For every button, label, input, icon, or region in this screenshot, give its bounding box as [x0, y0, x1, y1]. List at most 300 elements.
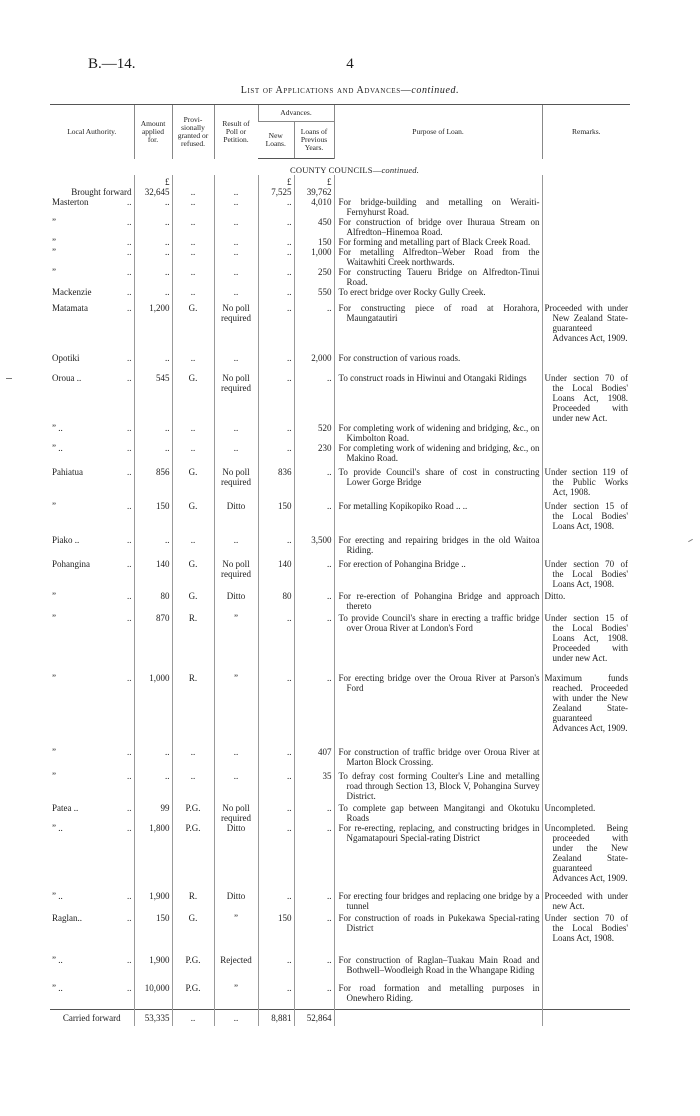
cell-loans-previous: .. [294, 823, 334, 883]
table-row [50, 247, 630, 267]
purpose-text: To provide Council's share in erecting a traffic bridge over Oroua River at London's Ford [338, 613, 540, 633]
cell-remarks [542, 823, 630, 883]
table-row [50, 187, 630, 197]
cell-local-authority [50, 983, 134, 1003]
cell-provisionally: P.G. [172, 983, 214, 1003]
leader-dots: .. [127, 803, 132, 813]
cell-new-loans: .. [258, 771, 294, 801]
cell-result-poll: .. [214, 747, 258, 767]
table-row [50, 983, 630, 1003]
cell-new-loans: 150 [258, 913, 294, 943]
authority-name: Brought forward [71, 187, 132, 197]
cell-loans-previous: 52,864 [294, 1010, 334, 1027]
table-row [50, 823, 630, 883]
leader-dots: .. [127, 747, 132, 757]
purpose-text: For re-erection of Pohangina Bridge and approach thereto [338, 591, 540, 611]
table-row [50, 497, 630, 531]
header-purpose: Purpose of Loan. [334, 105, 542, 159]
cell-local-authority [50, 803, 134, 823]
cell-purpose [334, 303, 542, 343]
applications-table [50, 104, 630, 1026]
purpose-text: For construction of roads in Pukekawa Special-rating District [338, 913, 540, 933]
authority-name: ” [52, 217, 56, 227]
purpose-text: To defray cost forming Coulter's Line and metalling road through Section 13, Block V, Pohangina Survey District. [338, 771, 540, 801]
cell-purpose [334, 955, 542, 975]
cell-remarks [542, 555, 630, 589]
cell-result-poll: .. [214, 771, 258, 801]
cell-amount-applied: 150 [134, 913, 172, 943]
cell-provisionally: .. [172, 747, 214, 767]
authority-name: ” [52, 267, 56, 277]
cell-provisionally: .. [172, 187, 214, 197]
cell-provisionally: .. [172, 531, 214, 555]
cell-remarks [542, 1010, 630, 1027]
authority-name: ” .. [52, 891, 63, 901]
authority-name: Matamata [52, 303, 88, 313]
cell-remarks [542, 187, 630, 197]
cell-remarks [542, 983, 630, 1003]
currency-row [50, 175, 630, 187]
leader-dots: .. [127, 303, 132, 313]
cell-remarks [542, 353, 630, 363]
table-row [50, 555, 630, 589]
row-spacer [50, 663, 630, 673]
authority-name: Piako .. [52, 535, 80, 545]
cell-remarks [542, 913, 630, 943]
remarks-text: Proceeded with under new Act. [544, 891, 629, 911]
cell-amount-applied: 80 [134, 591, 172, 611]
cell-new-loans: 150 [258, 497, 294, 531]
cell-purpose [334, 187, 542, 197]
cell-result-poll: .. [214, 237, 258, 247]
cell-remarks [542, 747, 630, 767]
cell-local-authority [50, 247, 134, 267]
cell-local-authority [50, 497, 134, 531]
purpose-text: For construction of traffic bridge over Oroua River at Marton Block Crossing. [338, 747, 540, 767]
row-spacer [50, 363, 630, 373]
cell-new-loans: .. [258, 353, 294, 363]
cell-purpose [334, 353, 542, 363]
cell-new-loans: .. [258, 217, 294, 237]
cell-local-authority [50, 555, 134, 589]
authority-name: ” [52, 237, 56, 247]
cell-remarks [542, 673, 630, 733]
cell-amount-applied: .. [134, 771, 172, 801]
header-amount-applied: Amount applied for. [134, 105, 172, 159]
authority-name: ” .. [52, 443, 63, 453]
cell-result-poll: No poll required [214, 555, 258, 589]
cell-remarks [542, 531, 630, 555]
cell-remarks [542, 891, 630, 911]
table-row [50, 531, 630, 555]
header-remarks: Remarks. [542, 105, 630, 159]
cell-result-poll: No poll required [214, 373, 258, 423]
cell-amount-applied: .. [134, 267, 172, 287]
page-header [0, 52, 700, 96]
cell-result-poll: Ditto [214, 497, 258, 531]
section-row [50, 159, 630, 176]
leader-dots: .. [127, 217, 132, 227]
row-spacer [50, 733, 630, 747]
currency-symbol: £ [258, 175, 294, 187]
purpose-text: To construct roads in Hiwinui and Otangaki Ridings [338, 373, 527, 383]
header-provisionally: Provi-sionally granted or refused. [172, 105, 214, 159]
remarks-text: Uncompleted. Being proceeded with under the New Zealand State-guaranteed Advances Act, 1909. [544, 823, 629, 883]
cell-new-loans: .. [258, 747, 294, 767]
cell-purpose [334, 823, 542, 883]
purpose-text: For metalling Alfredton–Weber Road from the Waitawhiti Creek northwards. [338, 247, 540, 267]
cell-loans-previous: .. [294, 913, 334, 943]
cell-amount-applied: 1,800 [134, 823, 172, 883]
cell-remarks [542, 303, 630, 343]
cell-loans-previous: .. [294, 673, 334, 733]
cell-provisionally: G. [172, 497, 214, 531]
cell-local-authority [50, 467, 134, 497]
cell-loans-previous: .. [294, 555, 334, 589]
authority-name: ” [52, 591, 56, 601]
cell-result-poll: .. [214, 423, 258, 443]
cell-loans-previous: 550 [294, 287, 334, 297]
authority-name: Pohangina [52, 559, 90, 569]
purpose-text: For constructing Taueru Bridge on Alfredton-Tinui Road. [338, 267, 540, 287]
leader-dots: .. [127, 373, 132, 383]
cell-new-loans: .. [258, 197, 294, 217]
cell-remarks [542, 591, 630, 611]
cell-loans-previous: 407 [294, 747, 334, 767]
leader-dots: .. [127, 423, 132, 433]
cell-provisionally: R. [172, 891, 214, 911]
purpose-text: For erecting and repairing bridges in the old Waitoa Riding. [338, 535, 540, 555]
cell-local-authority [50, 955, 134, 975]
cell-provisionally: G. [172, 373, 214, 423]
purpose-text: For bridge-building and metalling on Weraiti-Fernyhurst Road. [338, 197, 540, 217]
table-row [50, 443, 630, 463]
cell-remarks [542, 373, 630, 423]
header-result-poll: Result of Poll or Petition. [214, 105, 258, 159]
cell-purpose [334, 247, 542, 267]
leader-dots: .. [127, 443, 132, 453]
cell-result-poll: .. [214, 1010, 258, 1027]
remarks-text: Proceeded with under New Zealand State-guaranteed Advances Act, 1909. [544, 303, 629, 343]
cell-loans-previous: 39,762 [294, 187, 334, 197]
cell-new-loans: 140 [258, 555, 294, 589]
cell-remarks [542, 267, 630, 287]
margin-mark [688, 539, 693, 542]
purpose-text: To erect bridge over Rocky Gully Creek. [338, 287, 486, 297]
cell-purpose [334, 803, 542, 823]
purpose-text: For construction of Raglan–Tuakau Main Road and Bothwell–Woodleigh Road in the Whangape Riding [338, 955, 540, 975]
cell-amount-applied: .. [134, 237, 172, 247]
cell-amount-applied: .. [134, 197, 172, 217]
page-title [0, 85, 700, 96]
leader-dots: .. [127, 247, 132, 257]
table-row [50, 267, 630, 287]
cell-remarks [542, 611, 630, 663]
cell-provisionally: .. [172, 197, 214, 217]
cell-loans-previous: .. [294, 373, 334, 423]
cell-result-poll: ” [214, 673, 258, 733]
cell-loans-previous: .. [294, 983, 334, 1003]
cell-local-authority [50, 591, 134, 611]
cell-provisionally: .. [172, 287, 214, 297]
cell-result-poll: ” [214, 913, 258, 943]
authority-name: ” .. [52, 955, 63, 965]
cell-remarks [542, 423, 630, 443]
cell-purpose [334, 673, 542, 733]
currency-symbol: £ [294, 175, 334, 187]
cell-remarks [542, 467, 630, 497]
cell-amount-applied: 10,000 [134, 983, 172, 1003]
purpose-text: For forming and metalling part of Black Creek Road. [338, 237, 531, 247]
cell-amount-applied: 870 [134, 611, 172, 663]
purpose-text: For erection of Pohangina Bridge .. [338, 559, 466, 569]
cell-purpose [334, 891, 542, 911]
cell-local-authority [50, 217, 134, 237]
row-spacer [50, 943, 630, 955]
leader-dots: .. [127, 673, 132, 683]
cell-amount-applied: 32,645 [134, 187, 172, 197]
cell-new-loans: .. [258, 955, 294, 975]
cell-loans-previous: 250 [294, 267, 334, 287]
cell-loans-previous: 230 [294, 443, 334, 463]
cell-result-poll: .. [214, 247, 258, 267]
remarks-text: Under section 70 of the Local Bodies' Loans Act, 1908. Proceeded with under new Act. [544, 373, 629, 423]
table-row [50, 591, 630, 611]
cell-result-poll: .. [214, 531, 258, 555]
cell-new-loans: 7,525 [258, 187, 294, 197]
cell-purpose [334, 267, 542, 287]
cell-new-loans: .. [258, 247, 294, 267]
cell-provisionally: .. [172, 1010, 214, 1027]
table-row [50, 955, 630, 975]
leader-dots: .. [127, 955, 132, 965]
cell-new-loans: .. [258, 891, 294, 911]
cell-new-loans: .. [258, 443, 294, 463]
table-row [50, 353, 630, 363]
cell-purpose [334, 443, 542, 463]
leader-dots: .. [127, 913, 132, 923]
cell-remarks [542, 197, 630, 217]
cell-provisionally: G. [172, 913, 214, 943]
cell-provisionally: G. [172, 555, 214, 589]
table-row [50, 287, 630, 297]
cell-local-authority [50, 823, 134, 883]
cell-purpose [334, 913, 542, 943]
cell-result-poll: No poll required [214, 803, 258, 823]
purpose-text: To complete gap between Mangitangi and Okotuku Roads [338, 803, 540, 823]
title-continued: continued. [411, 85, 460, 96]
cell-local-authority [50, 187, 134, 197]
cell-amount-applied: .. [134, 287, 172, 297]
cell-result-poll: ” [214, 611, 258, 663]
authority-name: ” .. [52, 423, 63, 433]
cell-local-authority [50, 353, 134, 363]
cell-result-poll: Rejected [214, 955, 258, 975]
cell-result-poll: ” [214, 983, 258, 1003]
cell-remarks [542, 443, 630, 463]
cell-new-loans: .. [258, 823, 294, 883]
table-row [50, 467, 630, 497]
cell-remarks [542, 287, 630, 297]
purpose-text: For constructing piece of road at Horahora, Maungatautiri [338, 303, 540, 323]
cell-new-loans: 8,881 [258, 1010, 294, 1027]
cell-provisionally: P.G. [172, 955, 214, 975]
remarks-text: Under section 70 of the Local Bodies' Loans Act, 1908. [544, 913, 629, 943]
cell-result-poll: .. [214, 267, 258, 287]
authority-name: Patea .. [52, 803, 79, 813]
cell-remarks [542, 497, 630, 531]
leader-dots: .. [127, 771, 132, 781]
cell-result-poll: .. [214, 287, 258, 297]
purpose-text: For re-erecting, replacing, and constructing bridges in Ngamatapouri Special-rating District [338, 823, 540, 843]
leader-dots: .. [127, 591, 132, 601]
leader-dots: .. [127, 267, 132, 277]
authority-name: Oroua .. [52, 373, 82, 383]
section-continued: continued. [381, 165, 420, 175]
cell-new-loans: .. [258, 803, 294, 823]
cell-loans-previous: .. [294, 591, 334, 611]
cell-result-poll: No poll required [214, 467, 258, 497]
cell-provisionally: .. [172, 443, 214, 463]
authority-name: Pahiatua [52, 467, 83, 477]
cell-local-authority [50, 891, 134, 911]
remarks-text: Under section 119 of the Public Works Act, 1908. [544, 467, 629, 497]
authority-name: ” .. [52, 823, 63, 833]
cell-result-poll: .. [214, 443, 258, 463]
table-row [50, 373, 630, 423]
remarks-text: Maximum funds reached. Proceeded with under the New Zealand State-guaranteed Advances Act, 1909. [544, 673, 629, 733]
purpose-text: For erecting bridge over the Oroua River at Parson's Ford [338, 673, 540, 693]
cell-purpose [334, 197, 542, 217]
cell-new-loans: .. [258, 373, 294, 423]
remarks-text: Uncompleted. [544, 803, 596, 813]
cell-provisionally: .. [172, 217, 214, 237]
cell-new-loans: 836 [258, 467, 294, 497]
cell-result-poll: .. [214, 197, 258, 217]
cell-new-loans: .. [258, 983, 294, 1003]
cell-purpose [334, 497, 542, 531]
table-row [50, 913, 630, 943]
header-loans-previous: Loans of Previous Years. [294, 122, 334, 159]
cell-remarks [542, 955, 630, 975]
cell-new-loans: 80 [258, 591, 294, 611]
leader-dots: .. [127, 535, 132, 545]
currency-symbol: £ [134, 175, 172, 187]
header-new-loans: New Loans. [258, 122, 294, 159]
leader-dots: .. [127, 823, 132, 833]
purpose-text: For construction of various roads. [338, 353, 461, 363]
remarks-text: Under section 70 of the Local Bodies' Loans Act, 1908. [544, 559, 629, 589]
cell-provisionally: P.G. [172, 823, 214, 883]
cell-local-authority [50, 287, 134, 297]
purpose-text: For construction of bridge over Ihuraua Stream on Alfredton–Hinemoa Road. [338, 217, 540, 237]
table-row [50, 197, 630, 217]
cell-amount-applied: .. [134, 217, 172, 237]
title-main: List of Applications and Advances— [240, 85, 412, 96]
leader-dots: .. [127, 467, 132, 477]
header-advances: Advances. [258, 105, 334, 122]
cell-amount-applied: 99 [134, 803, 172, 823]
cell-loans-previous: .. [294, 611, 334, 663]
cell-purpose [334, 983, 542, 1003]
cell-amount-applied: 856 [134, 467, 172, 497]
cell-provisionally: P.G. [172, 803, 214, 823]
cell-loans-previous: .. [294, 891, 334, 911]
leader-dots: .. [127, 197, 132, 207]
row-spacer [50, 975, 630, 983]
cell-local-authority [50, 267, 134, 287]
page-number: 4 [346, 56, 354, 72]
cell-local-authority [50, 913, 134, 943]
cell-remarks [542, 217, 630, 237]
purpose-text: For completing work of widening and bridging, &c., on Makino Road. [338, 443, 540, 463]
cell-new-loans: .. [258, 673, 294, 733]
table-row [50, 891, 630, 911]
cell-amount-applied: .. [134, 531, 172, 555]
leader-dots: .. [127, 353, 132, 363]
table-row [50, 217, 630, 237]
purpose-text: For erecting four bridges and replacing one bridge by a tunnel [338, 891, 540, 911]
cell-local-authority: Carried forward [50, 1010, 134, 1027]
cell-purpose [334, 237, 542, 247]
cell-loans-previous: 4,010 [294, 197, 334, 217]
carried-forward-row [50, 1010, 630, 1027]
cell-new-loans: .. [258, 611, 294, 663]
authority-name: Masterton [52, 197, 89, 207]
cell-loans-previous: .. [294, 955, 334, 975]
cell-amount-applied: 1,000 [134, 673, 172, 733]
authority-name: ” [52, 673, 56, 683]
leader-dots: .. [127, 501, 132, 511]
cell-provisionally: .. [172, 771, 214, 801]
margin-mark [6, 378, 12, 379]
cell-loans-previous: 1,000 [294, 247, 334, 267]
table-row [50, 803, 630, 823]
header-local-authority: Local Authority. [50, 105, 134, 159]
cell-remarks [542, 771, 630, 801]
authority-name: Opotiki [52, 353, 80, 363]
cell-new-loans: .. [258, 303, 294, 343]
table-row [50, 423, 630, 443]
authority-name: ” [52, 613, 56, 623]
cell-purpose [334, 611, 542, 663]
cell-local-authority [50, 423, 134, 443]
authority-name: ” .. [52, 983, 63, 993]
cell-local-authority [50, 771, 134, 801]
cell-result-poll: Ditto [214, 591, 258, 611]
cell-provisionally: .. [172, 423, 214, 443]
cell-remarks [542, 803, 630, 823]
purpose-text: For road formation and metalling purposes in Onewhero Riding. [338, 983, 540, 1003]
remarks-text: Under section 15 of the Local Bodies' Loans Act, 1908. Proceeded with under new Act. [544, 613, 629, 663]
cell-purpose [334, 531, 542, 555]
authority-name: Raglan.. [52, 913, 82, 923]
cell-local-authority [50, 747, 134, 767]
cell-result-poll: No poll required [214, 303, 258, 343]
cell-purpose [334, 287, 542, 297]
cell-result-poll: .. [214, 217, 258, 237]
cell-provisionally: .. [172, 247, 214, 267]
cell-amount-applied: .. [134, 747, 172, 767]
authority-name: ” [52, 747, 56, 757]
cell-result-poll: .. [214, 187, 258, 197]
table-row [50, 303, 630, 343]
cell-loans-previous: .. [294, 497, 334, 531]
table-row [50, 237, 630, 247]
cell-amount-applied: 150 [134, 497, 172, 531]
cell-new-loans: .. [258, 267, 294, 287]
cell-provisionally: R. [172, 673, 214, 733]
